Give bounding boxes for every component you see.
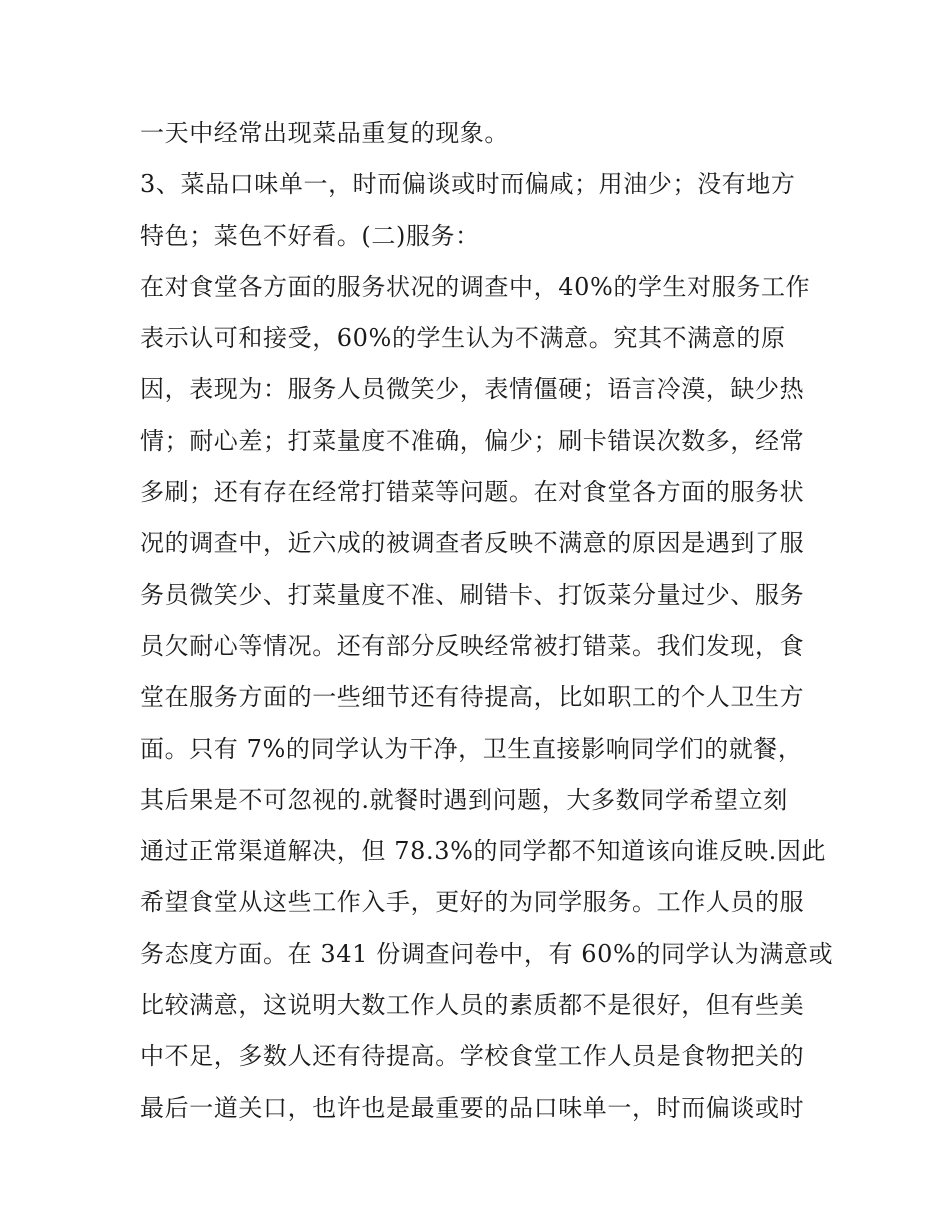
- text-line: 其后果是不可忽视的.就餐时遇到问题，大多数同学希望立刻: [140, 785, 788, 814]
- text-line: 希望食堂从这些工作入手，更好的为同学服务。工作人员的服: [140, 888, 805, 917]
- text-line: 情；耐心差；打菜量度不准确，偏少；刷卡错误次数多，经常: [140, 426, 805, 455]
- text-line: 中不足，多数人还有待提高。学校食堂工作人员是食物把关的: [140, 1042, 805, 1071]
- text-line: 务员微笑少、打菜量度不准、刷错卡、打饭菜分量过少、服务: [140, 580, 805, 609]
- text-line: 比较满意，这说明大数工作人员的素质都不是很好，但有些美: [140, 991, 805, 1020]
- text-line: 表示认可和接受，60%的学生认为不满意。究其不满意的原: [140, 324, 786, 353]
- text-line: 通过正常渠道解决，但 78.3%的同学都不知道该向谁反映.因此: [140, 837, 827, 866]
- text-line: 在对食堂各方面的服务状况的调查中，40%的学生对服务工作: [140, 272, 811, 301]
- text-line: 特色；菜色不好看。(二)服务：: [140, 221, 480, 250]
- text-line: 因，表现为：服务人员微笑少，表情僵硬；语言冷漠，缺少热: [140, 375, 805, 404]
- text-line: 最后一道关口，也许也是最重要的品口味单一，时而偏谈或时: [140, 1093, 805, 1122]
- text-line: 员欠耐心等情况。还有部分反映经常被打错菜。我们发现，食: [140, 631, 805, 660]
- text-line: 况的调查中，近六成的被调查者反映不满意的原因是遇到了服: [140, 529, 805, 558]
- text-line: 3、菜品口味单一，时而偏谈或时而偏咸；用油少；没有地方: [140, 170, 796, 199]
- text-line: 堂在服务方面的一些细节还有待提高，比如职工的个人卫生方: [140, 683, 805, 712]
- text-line: 面。只有 7%的同学认为干净，卫生直接影响同学们的就餐，: [140, 734, 803, 763]
- text-line: 务态度方面。在 341 份调查问卷中，有 60%的同学认为满意或: [140, 939, 834, 968]
- text-line: 多刷；还有存在经常打错菜等问题。在对食堂各方面的服务状: [140, 478, 805, 507]
- document-page: [140, 108, 834, 1134]
- text-line: 一天中经常出现菜品重复的现象。: [140, 119, 509, 147]
